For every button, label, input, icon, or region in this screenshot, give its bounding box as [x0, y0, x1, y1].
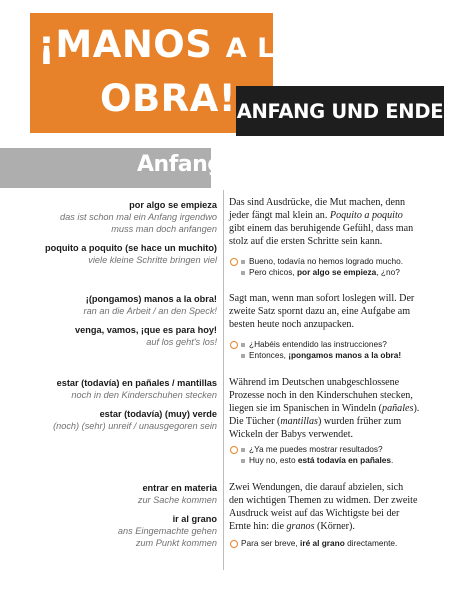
example-line: Huy no, esto está todavía en pañales.: [229, 455, 459, 466]
example-line: Entonces, ¡pongamos manos a la obra!: [229, 350, 459, 361]
german-translation: ans Eingemachte gehen: [117, 526, 217, 536]
speaker-bullet-icon: [241, 343, 245, 347]
explanation-text: Das sind Ausdrücke, die Mut machen, denn jeder fängt mal klein an. Poquito a poquito gibt einem das beruhigende Gefühl, dass man stolz auf die ersten Schritte sein kann.: [229, 197, 414, 247]
spanish-phrase: por algo se empieza: [129, 200, 217, 210]
example-dialogue: [229, 256, 459, 278]
explanation-text: Zwei Wendungen, die darauf abzielen, sich den wichtigen Themen zu widmen. Der zweite Ausdruck weist auf das Wichtigste bei der Ernte hin: die granos (Körner).: [229, 482, 418, 532]
speaker-bullet-icon: [241, 271, 245, 275]
example-dialogue: [229, 538, 459, 549]
german-translation: auf los geht's los!: [146, 337, 217, 347]
german-translation: ran an die Arbeit / an den Speck!: [83, 306, 217, 316]
phrase-group: [2, 199, 217, 266]
spanish-phrase: venga, vamos, ¡que es para hoy!: [75, 325, 217, 335]
example-line: Para ser breve, iré al grano directamente.: [229, 538, 459, 549]
title-line-1: ¡MANOS A LA: [38, 23, 297, 66]
phrase-group: [2, 293, 217, 348]
german-translation: das ist schon mal ein Anfang irgendwo: [60, 212, 217, 222]
section-title: Anfang: [137, 152, 223, 177]
german-translation: (noch) (sehr) unreif / unausgegoren sein: [53, 421, 217, 431]
example-dialogue: [229, 444, 459, 466]
example-line: Pero chicos, por algo se empieza, ¿no?: [229, 267, 459, 278]
spanish-phrase: estar (todavía) (muy) verde: [99, 409, 217, 419]
phrase-group: [2, 482, 217, 549]
example-marker-icon: [230, 540, 238, 548]
spanish-phrase: ¡(pongamos) manos a la obra!: [85, 294, 217, 304]
title-line-1-small: A LA: [225, 33, 297, 64]
explanation-text: Während im Deutschen unabgeschlossene Prozesse noch in den Kinderschuhen stecken, liegen sie im Spanischen in Windeln (pañales). Die Tücher (mantillas) wurden früher zum Wickeln der Babys verwendet.: [229, 377, 420, 440]
german-translation: noch in den Kinderschuhen stecken: [71, 390, 217, 400]
speaker-bullet-icon: [241, 448, 245, 452]
example-marker-icon: [230, 341, 238, 349]
german-translation: zur Sache kommen: [137, 495, 217, 505]
german-translation: viele kleine Schritte bringen viel: [88, 255, 217, 265]
speaker-bullet-icon: [241, 354, 245, 358]
example-marker-icon: [230, 258, 238, 266]
example-line: Bueno, todavía no hemos logrado mucho.: [229, 256, 459, 267]
phrase-group: [2, 377, 217, 432]
spanish-phrase: ir al grano: [172, 514, 217, 524]
example-line: ¿Habéis entendido las instrucciones?: [229, 339, 459, 350]
example-dialogue: [229, 339, 459, 361]
title-line-2: OBRA!: [100, 77, 237, 120]
spanish-phrase: poquito a poquito (se hace un muchito): [44, 243, 217, 253]
column-divider: [223, 190, 224, 570]
speaker-bullet-icon: [241, 260, 245, 264]
example-line: ¿Ya me puedes mostrar resultados?: [229, 444, 459, 455]
example-marker-icon: [230, 446, 238, 454]
explanation-text: Sagt man, wenn man sofort loslegen will. Der zweite Satz spornt dazu an, eine Aufgabe am besten heute noch anzupacken.: [229, 293, 415, 330]
german-translation: zum Punkt kommen: [135, 538, 217, 548]
speaker-bullet-icon: [241, 459, 245, 463]
german-translation: muss man doch anfangen: [111, 224, 217, 234]
spanish-phrase: estar (todavía) en pañales / mantillas: [56, 378, 217, 388]
spanish-phrase: entrar en materia: [142, 483, 217, 493]
subtitle: ANFANG UND ENDE: [236, 99, 444, 123]
